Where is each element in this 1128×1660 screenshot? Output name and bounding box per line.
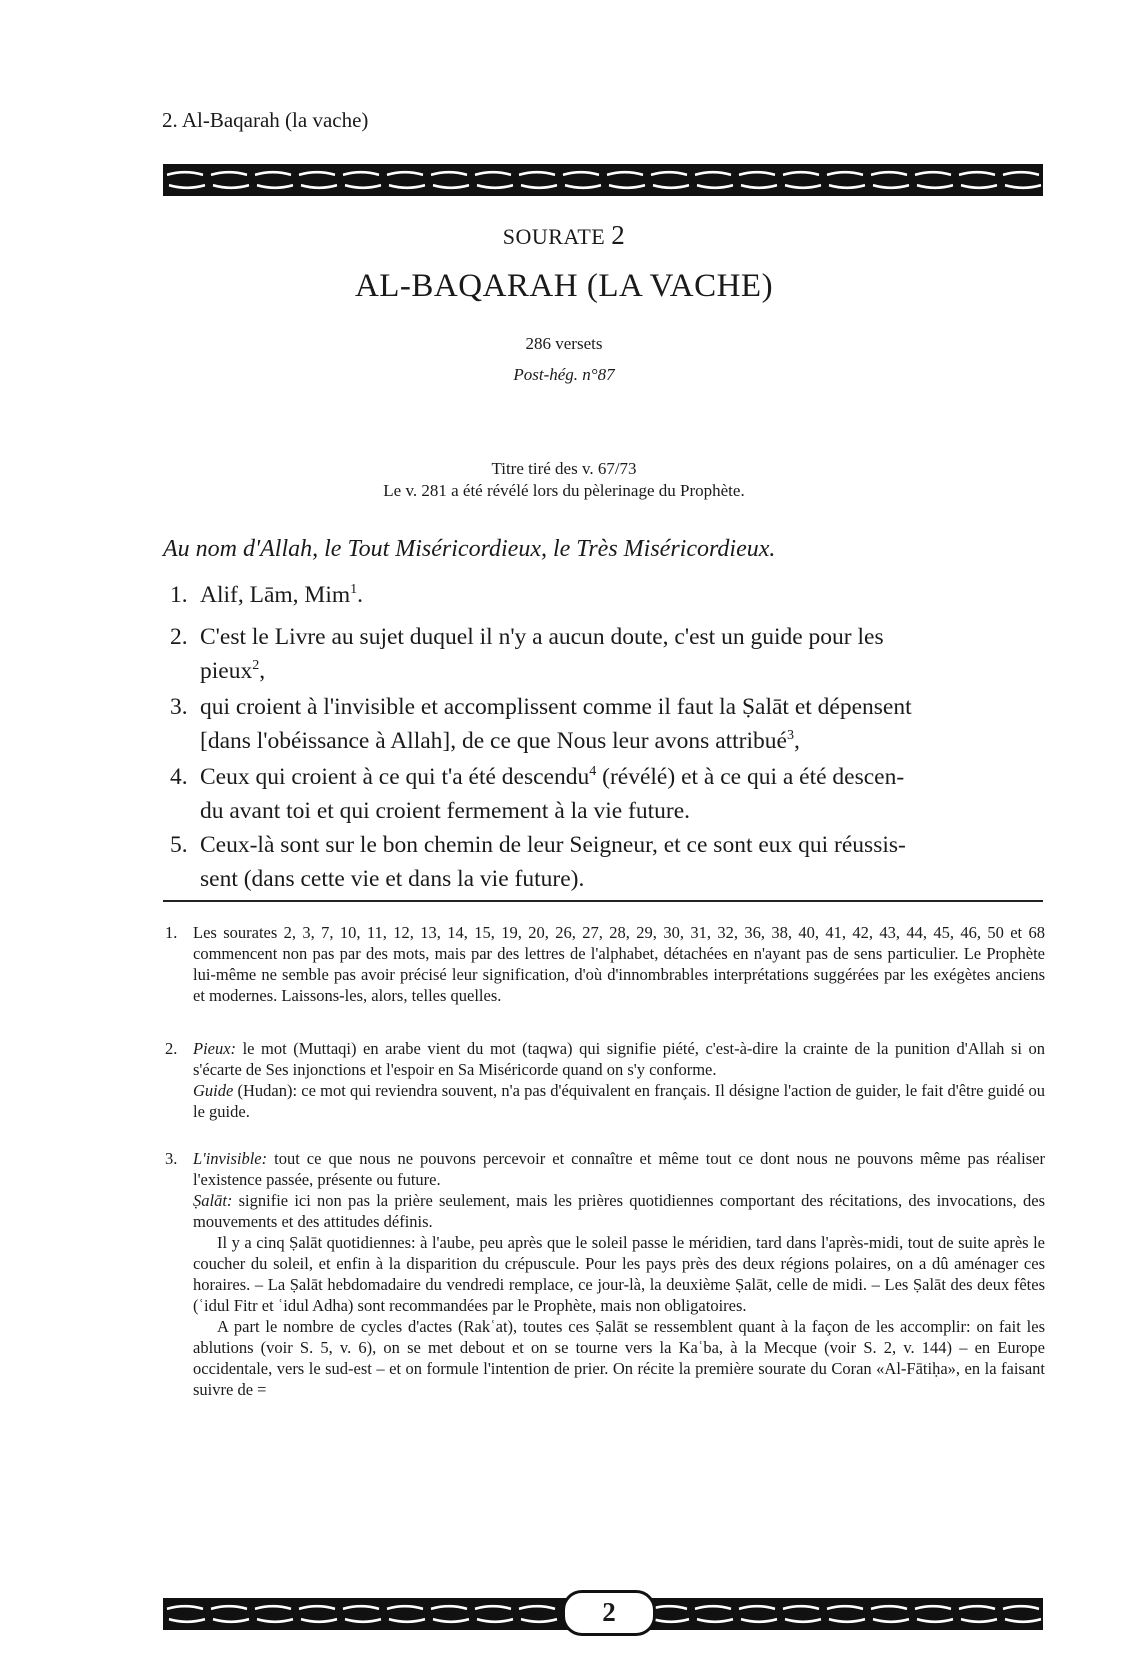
footnote-ref: 3	[786, 727, 795, 744]
verse-text: qui croient à l'invisible et accomplissent comme il faut la Ṣalāt et dépensent	[200, 694, 912, 720]
verse-number: 1.	[170, 582, 188, 608]
verse-number: 5.	[170, 832, 188, 858]
page-number: 2	[562, 1590, 656, 1636]
footnote-text: (Hudan): ce mot qui reviendra souvent, n'a pas d'équivalent en français. Il désigne l'action de guider, le fait d'être guidé ou le guide.	[193, 1081, 1045, 1121]
verse-number: 3.	[170, 694, 188, 720]
verse-text: Alif, Lām, Mim	[200, 582, 351, 608]
footnote-paragraph: A part le nombre de cycles d'actes (Rakʿat), toutes ces Ṣalāt se ressemblent quant à la façon de les accomplir: on fait les ablutions (voir S. 5, v. 6), on se met debout et on se tourne vers la Kaʿba, à la Mecque (voir S. 2, v. 144) – en Europe occidentale, vers le sud-est – et on formule l'intention de prier. On récite la première sourate du Coran «Al-Fātiḥa», en la faisant suivre de =	[193, 1317, 1045, 1399]
sourate-title: AL-BAQARAH (LA VACHE)	[354, 268, 774, 304]
sourate-label	[0, 220, 1128, 251]
verse-count: 286 versets	[525, 334, 603, 353]
verse-text-cont: [dans l'obéissance à Allah], de ce que Nous leur avons attribué	[200, 728, 787, 754]
footnote-text: le mot (Muttaqi) en arabe vient du mot (taqwa) qui signifie piété, c'est-à-dire la crainte de la punition d'Allah si on s'écarte de Ses injonctions et l'espoir en Sa Miséricorde quand on s'y conforme.	[193, 1039, 1045, 1079]
verse-punct: .	[357, 582, 364, 608]
footnote-3	[165, 1148, 1045, 1400]
revelation-period: Post-hég. n°87	[513, 365, 615, 384]
footnote-term: L'invisible:	[193, 1149, 268, 1168]
verse-text-cont: du avant toi et qui croient fermement à la vie future.	[200, 798, 691, 824]
footnote-text: signifie ici non pas la prière seulement, mais les prières quotidiennes comportant des récitations, des invocations, des mouvements et des attitudes définis.	[193, 1191, 1045, 1231]
footnote-term: Pieux:	[193, 1039, 237, 1058]
title-note-line-1: Titre tiré des v. 67/73	[491, 459, 637, 478]
footnote-number: 2.	[165, 1039, 178, 1058]
verse-punct: ,	[259, 658, 266, 684]
sourate-number: 2	[611, 220, 626, 250]
title-note	[0, 458, 1128, 502]
footnote-2	[165, 1038, 1045, 1122]
footnote-ref: 1	[350, 581, 358, 598]
footnote-1	[165, 922, 1045, 1006]
verse-text-cont: pieux	[200, 658, 253, 684]
verse-5	[170, 828, 1050, 896]
basmala: Au nom d'Allah, le Tout Miséricordieux, le Très Miséricordieux.	[163, 536, 776, 562]
verse-number: 2.	[170, 624, 188, 650]
verse-number: 4.	[170, 764, 188, 790]
ornamental-band-top	[163, 164, 1043, 196]
verse-2	[170, 620, 1050, 688]
verse-text-after: (révélé) et à ce qui a été descen-	[596, 764, 905, 790]
verse-3	[170, 690, 1050, 758]
verse-text: Ceux qui croient à ce qui t'a été descendu	[200, 764, 590, 790]
footnote-text: Les sourates 2, 3, 7, 10, 11, 12, 13, 14, 15, 19, 20, 26, 27, 28, 29, 30, 31, 32, 36, 38, 40, 41, 42, 43, 44, 45, 46, 50 et 68 commencent non pas par des mots, mais par des lettres de l'alphabet, détachées en n'ayant pas de sens particulier. Le Prophète lui-même ne semble pas avoir précisé leur signification, d'où d'innombrables interprétations suggérées par les exégètes anciens et modernes. Laissons-les, alors, telles quelles.	[193, 923, 1045, 1005]
footnote-rule	[163, 900, 1043, 902]
footnote-paragraph: Il y a cinq Ṣalāt quotidiennes: à l'aube, peu après que le soleil passe le méridien, tard dans l'après-midi, tout de suite après le coucher du soleil, et enfin à la disparition du crépuscule. Pour les pays près des deux régions polaires, on a dû aménager ces horaires. – La Ṣalāt hebdomadaire du vendredi remplace, ce jour-là, la deuxième Ṣalāt, celle de midi. – Les Ṣalāt des deux fêtes (ʿidul Fitr et ʿidul Adha) sont recommandées par le Prophète, mais non obligatoires.	[193, 1233, 1045, 1315]
verse-4	[170, 760, 1050, 828]
footnote-number: 3.	[165, 1149, 178, 1168]
footnote-term: Ṣalāt:	[193, 1191, 233, 1210]
running-head: 2. Al-Baqarah (la vache)	[162, 108, 369, 132]
verse-punct: ,	[794, 728, 800, 754]
footnote-ref: 2	[252, 657, 260, 674]
footnote-term: Guide	[193, 1081, 234, 1100]
sourate-label-text: SOURATE	[502, 224, 606, 249]
title-note-line-2: Le v. 281 a été révélé lors du pèlerinage du Prophète.	[383, 481, 745, 500]
verse-1	[170, 578, 1050, 612]
verse-text-cont: sent (dans cette vie et dans la vie future).	[200, 866, 585, 892]
verse-text: C'est le Livre au sujet duquel il n'y a aucun doute, c'est un guide pour les	[200, 624, 884, 650]
footnote-ref: 4	[589, 763, 597, 780]
footnote-text: tout ce que nous ne pouvons percevoir et connaître et même tout ce dont nous ne pouvons même pas réaliser l'existence passée, présente ou future.	[193, 1149, 1045, 1189]
footnote-number: 1.	[165, 923, 178, 942]
verse-text: Ceux-là sont sur le bon chemin de leur Seigneur, et ce sont eux qui réussis-	[200, 832, 906, 858]
